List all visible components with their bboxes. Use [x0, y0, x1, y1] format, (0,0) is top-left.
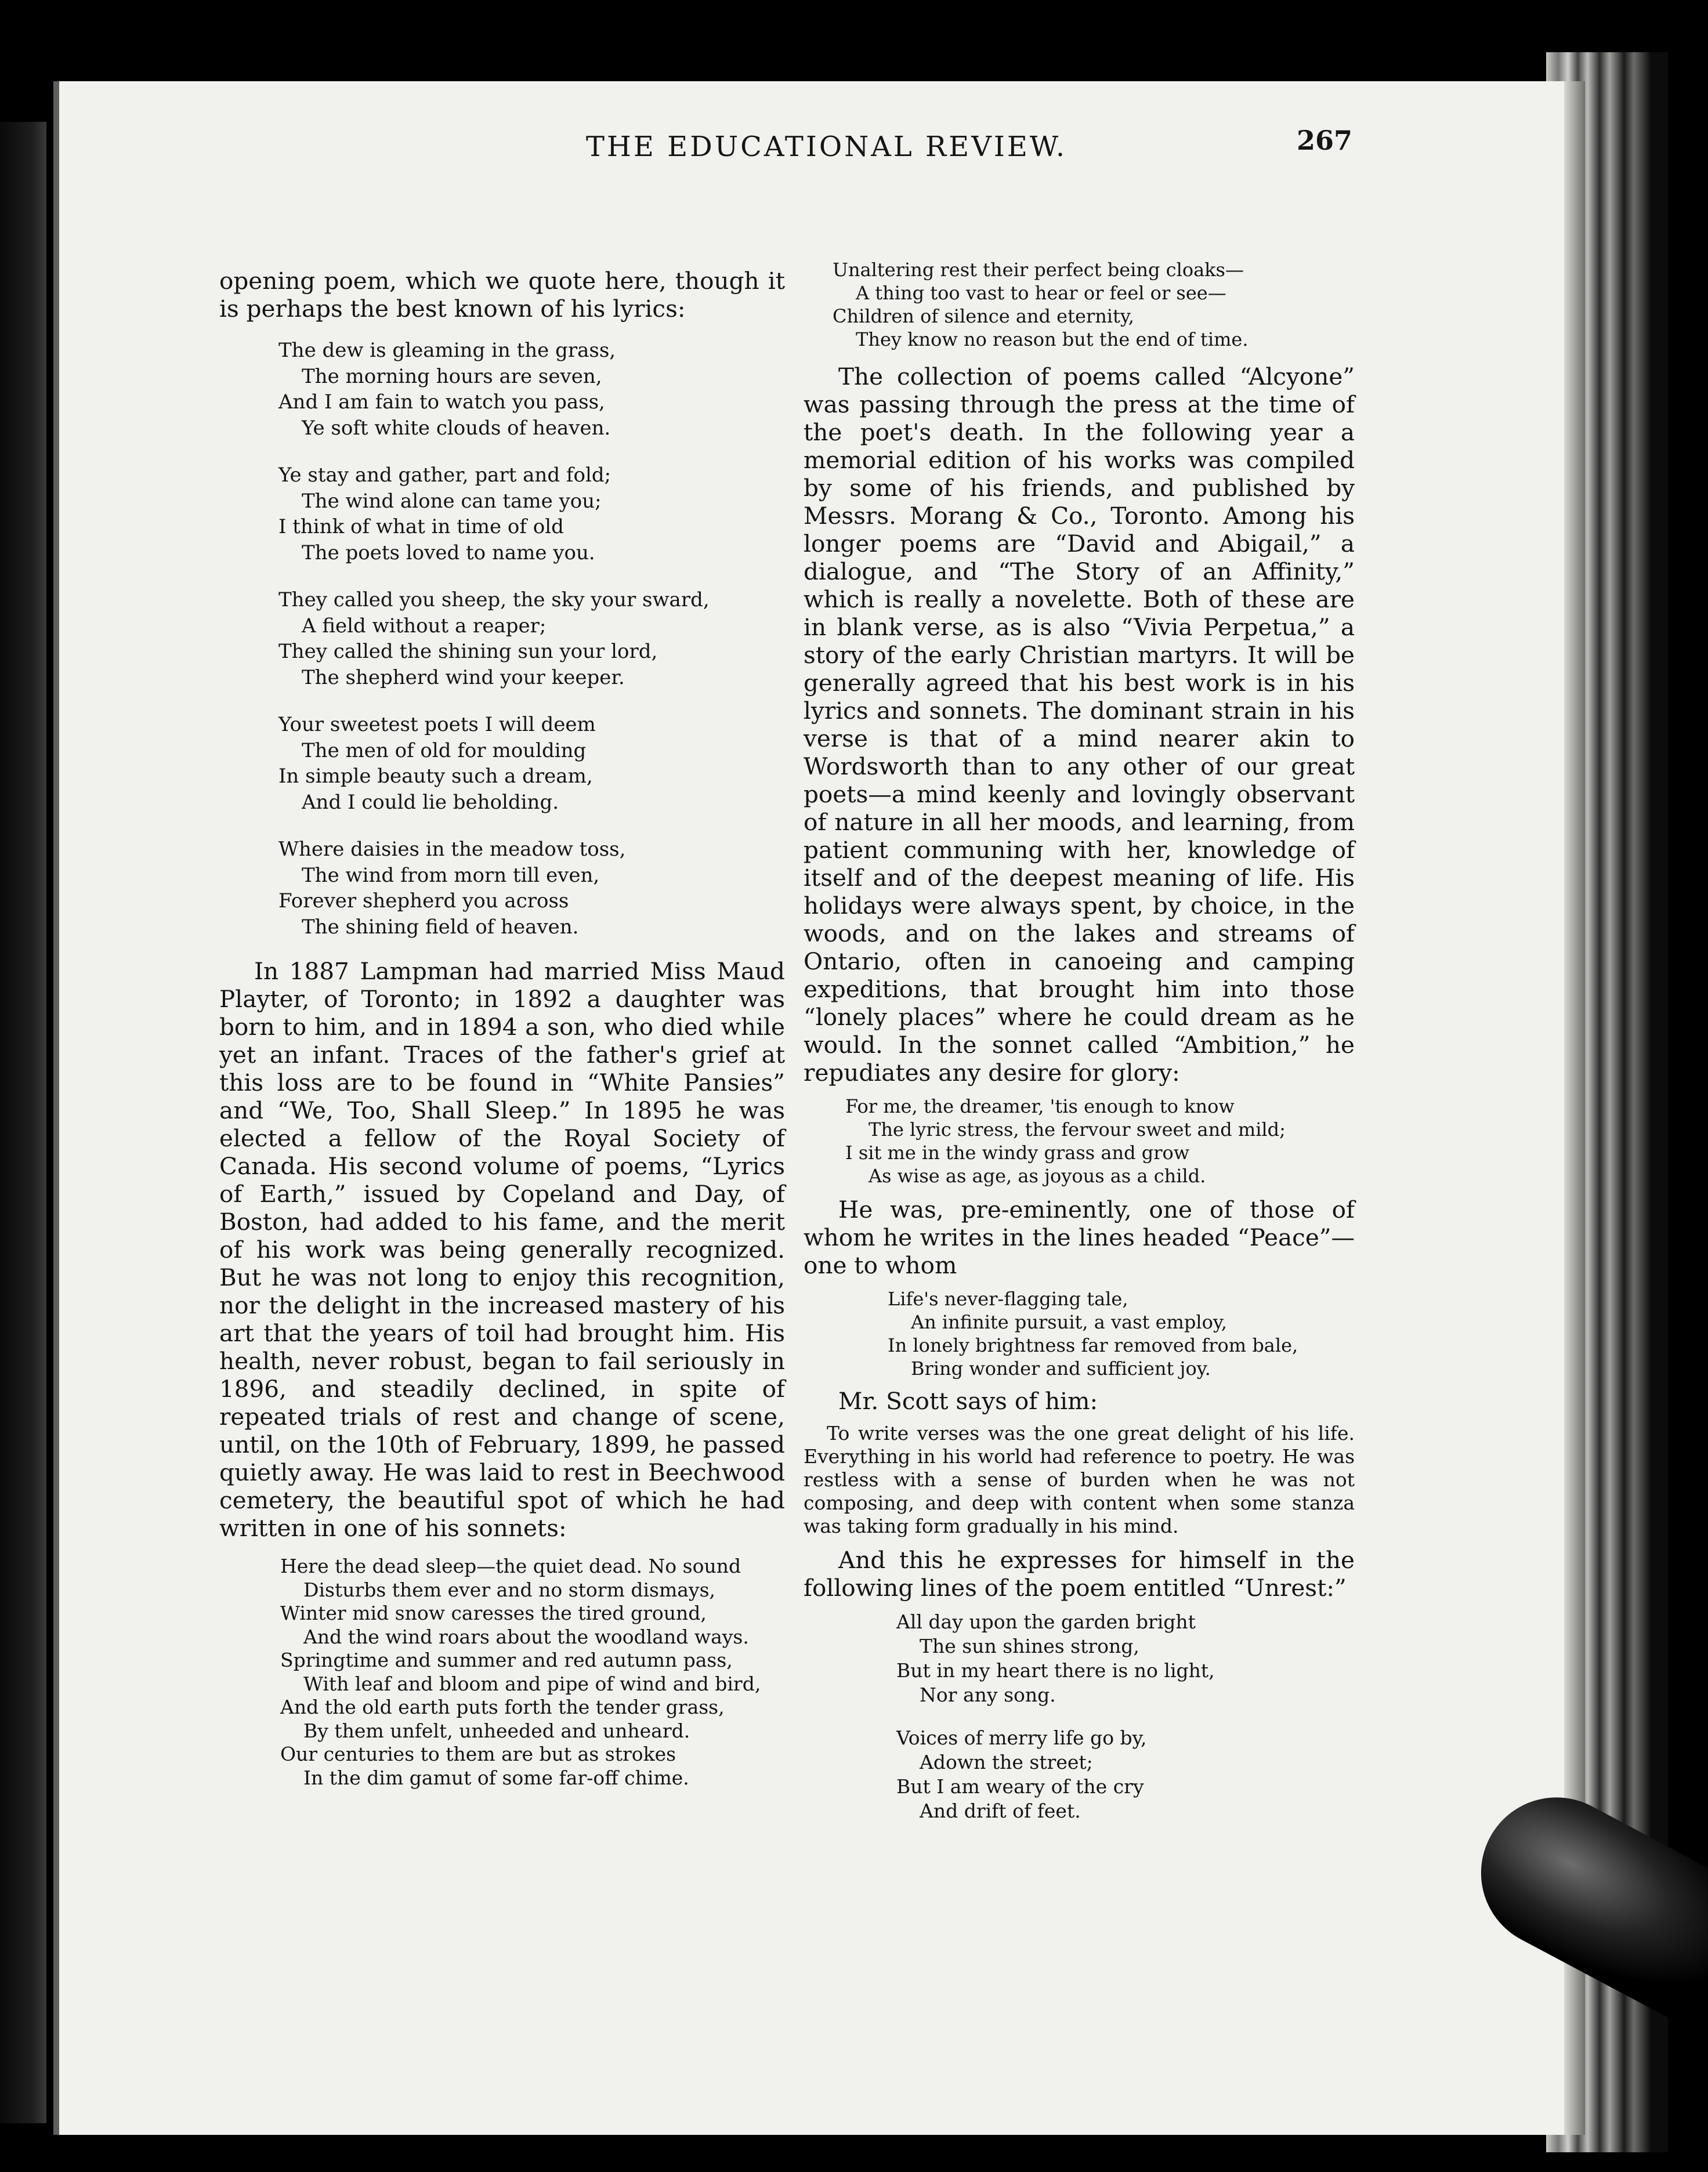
verse-line: They called the shining sun your lord,	[278, 640, 658, 663]
verse-line: For me, the dreamer, 'tis enough to know	[845, 1095, 1235, 1117]
verse-line: Life's never-flagging tale,	[888, 1288, 1128, 1310]
verse-line: Nor any song.	[920, 1684, 1056, 1706]
verse-line: A thing too vast to hear or feel or see—	[856, 282, 1226, 304]
verse-line: Adown the street;	[920, 1751, 1093, 1773]
verse-line: In lonely brightness far removed from bale,	[888, 1334, 1298, 1356]
scott-intro: Mr. Scott says of him:	[838, 1387, 1098, 1415]
verse-line: I sit me in the windy grass and grow	[845, 1142, 1190, 1164]
verse-line: With leaf and bloom and pipe of wind and bird,	[303, 1672, 761, 1695]
stanza	[278, 587, 785, 690]
verse-line: Your sweetest poets I will deem	[278, 713, 596, 736]
verse-line: In the dim gamut of some far-off chime.	[303, 1766, 689, 1789]
verse-line: Here the dead sleep—the quiet dead. No sound	[280, 1555, 741, 1577]
verse-line: Where daisies in the meadow toss,	[278, 838, 626, 861]
biography-paragraph: In 1887 Lampman had married Miss Maud Playter, of Toronto; in 1892 a daughter was born to him, and in 1894 a son, who died while yet an infant. Traces of the father's grief at this loss are to be found in “White Pansies” and “We, Too, Shall Sleep.” In 1895 he was elected a fellow of the Royal Society of Canada. His second volume of poems, “Lyrics of Earth,” issued by Copeland and Day, of Boston, had added to his fame, and the merit of his work was being generally recognized. But he was not long to enjoy this recognition, nor the delight in the increased mastery of his art that the years of toil had brought him. His health, never robust, began to fail seriously in 1896, and steadily declined, in spite of repeated trials of rest and change of scene, until, on the 10th of February, 1899, he passed quietly away. He was laid to rest in Beechwood cemetery, the beautiful spot of which he had written in one of his sonnets:	[219, 957, 785, 1542]
stanza	[278, 338, 785, 441]
verse-line: But I am weary of the cry	[896, 1775, 1144, 1798]
verse-line: The wind from morn till even,	[302, 863, 600, 887]
scott-quote: To write verses was the one great delight of his life. Everything in his world had reference to poetry. He was restless with a sense of burden when he was not composing, and deep with content when some stanza was taking form gradually in his mind.	[804, 1422, 1355, 1537]
verse-line: Unaltering rest their perfect being cloaks—	[833, 259, 1244, 281]
verse-line: But in my heart there is no light,	[896, 1659, 1215, 1682]
verse-line: And the wind roars about the woodland ways.	[303, 1625, 749, 1648]
verse-line: The shining field of heaven.	[302, 915, 579, 939]
stanza	[278, 837, 785, 940]
verse-line: A field without a reaper;	[302, 614, 547, 638]
verse-line: They know no reason but the end of time.	[856, 328, 1249, 350]
verse-line: All day upon the garden bright	[896, 1610, 1196, 1633]
verse-line: And I could lie beholding.	[302, 790, 559, 814]
verse-line: Bring wonder and sufficient joy.	[911, 1358, 1211, 1380]
verse-line: Children of silence and eternity,	[833, 305, 1134, 327]
running-head: THE EDUCATIONAL REVIEW.	[586, 131, 1068, 163]
verse-line: Our centuries to them are but as strokes	[280, 1743, 676, 1765]
peace-paragraph: He was, pre-eminently, one of those of whom he writes in the lines headed “Peace”—one to whom	[804, 1196, 1355, 1279]
verse-line: I think of what in time of old	[278, 515, 564, 538]
verse-line: And drift of feet.	[920, 1800, 1081, 1822]
verse-line: The men of old for moulding	[302, 739, 587, 762]
stanza	[896, 1610, 1355, 1707]
right-column	[804, 258, 1355, 1823]
sonnet-beechwood	[219, 1555, 785, 1790]
intro-text: opening poem, which we quote here, though it is perhaps the best known of his lyrics:	[219, 267, 785, 323]
verse-line: In simple beauty such a dream,	[278, 765, 593, 788]
stanza	[278, 712, 785, 815]
quote-peace	[804, 1287, 1355, 1380]
verse-line: They called you sheep, the sky your sward,	[278, 588, 710, 611]
verse-line: Ye soft white clouds of heaven.	[302, 416, 611, 440]
verse-line: The shepherd wind your keeper.	[302, 665, 625, 689]
verse-line: The poets loved to name you.	[302, 541, 595, 564]
alcyone-paragraph: The collection of poems called “Alcyone” was passing through the press at the time of the poet's death. In the following year a memorial edition of his works was compiled by some of his friends, and published by Messrs. Morang & Co., Toronto. Among his longer poems are “David and Abigail,” a dialogue, and “The Story of an Affinity,” which is really a novelette. Both of these are in blank verse, as is also “Vivia Perpetua,” a story of the early Christian martyrs. It will be generally agreed that his best work is in his lyrics and sonnets. The dominant strain in his verse is that of a mind nearer akin to Wordsworth than to any other of our great poets—a mind keenly and lovingly observant of nature in all her moods, and learning, from patient communing with her, knowledge of itself and of the deepest meaning of life. His holidays were always spent, by choice, in the woods, and on the lakes and streams of Ontario, often in canoeing and camping expeditions, that brought him into those “lonely places” where he could dream as he would. In the sonnet called “Ambition,” he repudiates any desire for glory:	[804, 363, 1355, 1087]
verse-line: The morning hours are seven,	[302, 364, 602, 388]
stanza	[278, 462, 785, 566]
verse-line: Disturbs them ever and no storm dismays,	[303, 1578, 715, 1601]
quote-ambition	[804, 1095, 1355, 1188]
page-number: 267	[1297, 125, 1353, 156]
left-column	[219, 267, 785, 1790]
scan-left-shadow	[0, 122, 46, 2123]
verse-line: The wind alone can tame you;	[302, 489, 602, 513]
verse-line: The lyric stress, the fervour sweet and mild;	[869, 1118, 1286, 1141]
verse-line: Ye stay and gather, part and fold;	[278, 464, 611, 487]
unrest-paragraph: And this he expresses for himself in the following lines of the poem entitled “Unrest:”	[804, 1546, 1355, 1602]
verse-line: Winter mid snow caresses the tired ground,	[280, 1602, 707, 1624]
verse-line: Forever shepherd you across	[278, 889, 569, 913]
poem-clouds	[219, 338, 785, 940]
verse-line: And the old earth puts forth the tender grass,	[280, 1696, 725, 1718]
poem-unrest	[804, 1610, 1355, 1823]
verse-line: As wise as age, as joyous as a child.	[869, 1165, 1206, 1187]
verse-line: By them unfelt, unheeded and unheard.	[303, 1719, 690, 1742]
verse-line: And I am fain to watch you pass,	[278, 390, 605, 414]
verse-line: The dew is gleaming in the grass,	[278, 339, 616, 362]
sonnet-ending	[804, 258, 1355, 351]
verse-line: Springtime and summer and red autumn pass,	[280, 1649, 733, 1671]
verse-line: An infinite pursuit, a vast employ,	[911, 1311, 1227, 1333]
stanza	[896, 1726, 1355, 1823]
verse-line: Voices of merry life go by,	[896, 1726, 1147, 1749]
verse-line: The sun shines strong,	[920, 1635, 1139, 1657]
